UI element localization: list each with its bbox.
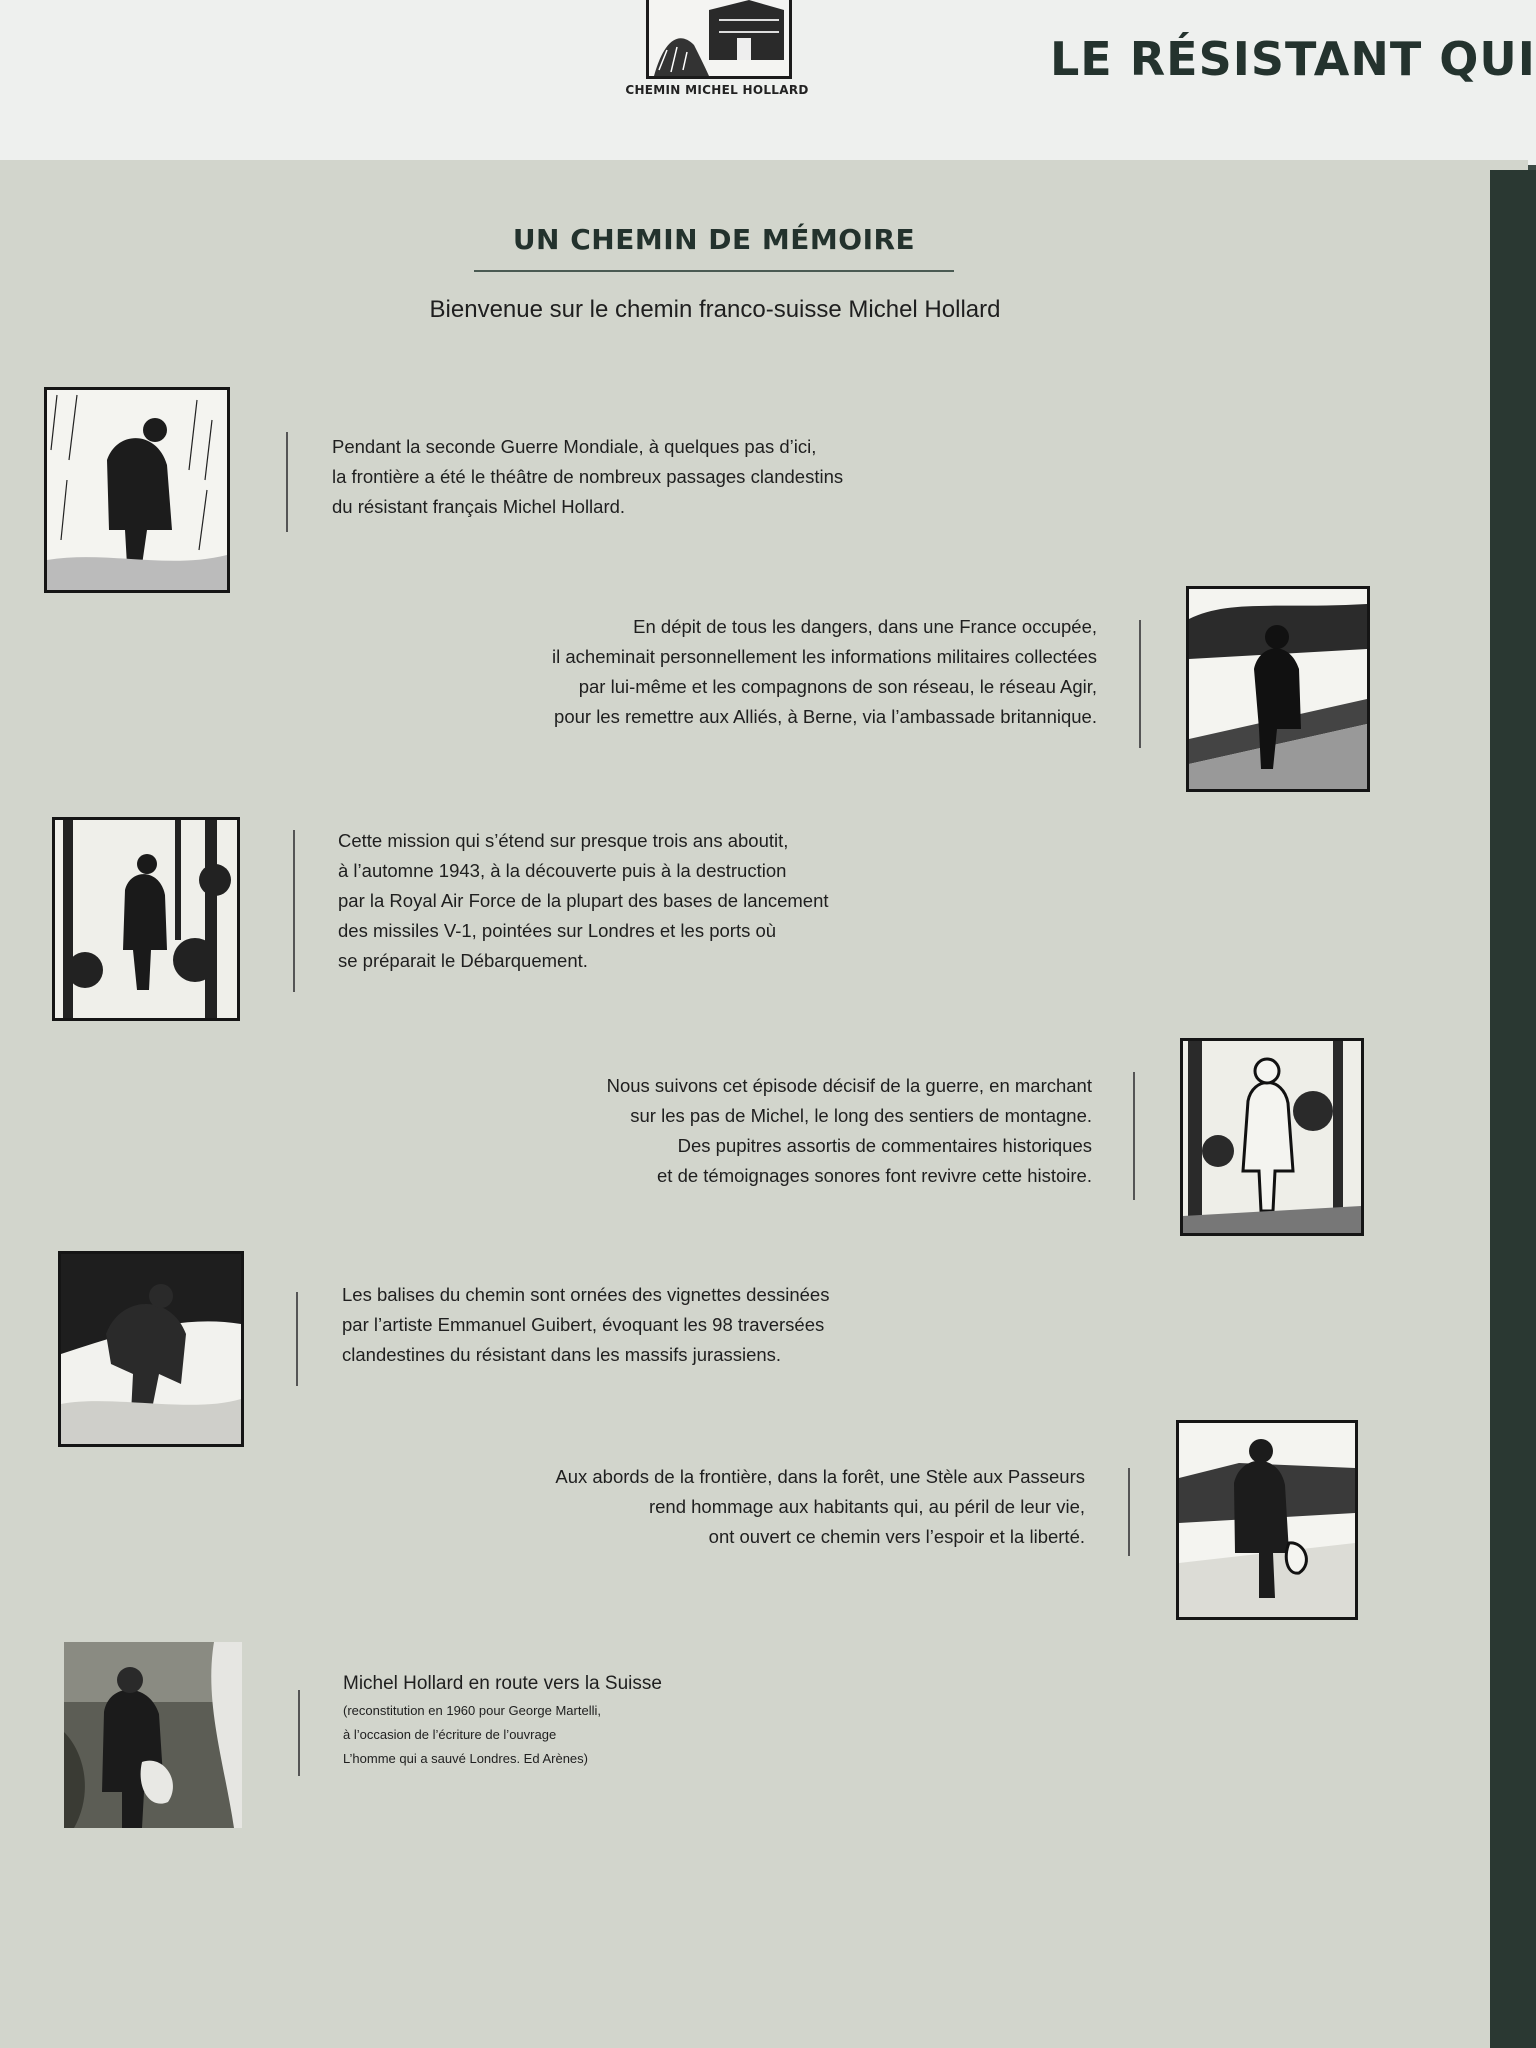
divider-bar — [298, 1690, 300, 1776]
paragraph-line: Nous suivons cet épisode décisif de la guerre, en marchant — [606, 1075, 1092, 1096]
paragraph-line: Cette mission qui s’étend sur presque trois ans aboutit, — [338, 830, 789, 851]
historical-photo — [64, 1642, 242, 1828]
paragraph-line: pour les remettre aux Alliés, à Berne, via l’ambassade britannique. — [554, 706, 1097, 727]
paragraph-line: se préparait le Débarquement. — [338, 950, 588, 971]
paragraph-line: la frontière a été le théâtre de nombreux passages clandestins — [332, 466, 844, 487]
paragraph-line: Pendant la seconde Guerre Mondiale, à quelques pas d’ici, — [332, 436, 817, 457]
paragraph-line: du résistant français Michel Hollard. — [332, 496, 626, 517]
paragraph-3 — [338, 826, 829, 976]
divider-bar — [1128, 1468, 1130, 1556]
vignette-forest — [52, 817, 240, 1021]
paragraph-4 — [440, 1071, 1092, 1191]
caption-title: Michel Hollard en route vers la Suisse — [343, 1673, 662, 1694]
divider-bar — [1139, 620, 1141, 748]
caption-line: L’homme qui a sauvé Londres. Ed Arènes) — [343, 1751, 588, 1766]
paragraph-line: à l’automne 1943, à la découverte puis à la destruction — [338, 860, 787, 881]
paragraph-2 — [400, 612, 1097, 732]
vignette-climber-snow — [58, 1251, 244, 1447]
paragraph-line: et de témoignages sonores font revivre cette histoire. — [657, 1165, 1092, 1186]
paragraph-line: par la Royal Air Force de la plupart des bases de lancement — [338, 890, 829, 911]
panel-title: UN CHEMIN DE MÉMOIRE — [512, 223, 916, 256]
title-underline — [474, 270, 954, 272]
logo-drawing-icon — [649, 0, 789, 76]
caption-line: à l’occasion de l’écriture de l’ouvrage — [343, 1727, 557, 1742]
vignette-walker-rain — [44, 387, 230, 593]
vignette-walker-rails — [1186, 586, 1370, 792]
paragraph-line: par l’artiste Emmanuel Guibert, évoquant les 98 traversées — [342, 1314, 825, 1335]
paragraph-line: sur les pas de Michel, le long des sentiers de montagne. — [630, 1105, 1092, 1126]
paragraph-5 — [342, 1280, 829, 1370]
paragraph-line: ont ouvert ce chemin vers l’espoir et la liberté. — [708, 1526, 1085, 1547]
paragraph-line: par lui-même et les compagnons de son réseau, le réseau Agir, — [578, 676, 1097, 697]
paragraph-line: Aux abords de la frontière, dans la forêt, une Stèle aux Passeurs — [555, 1466, 1085, 1487]
header-title: LE RÉSISTANT QUI — [1050, 32, 1536, 86]
paragraph-line: rend hommage aux habitants qui, au péril de leur vie, — [648, 1496, 1085, 1517]
divider-bar — [296, 1292, 298, 1386]
paragraph-line: il acheminait personnellement les informations militaires collectées — [552, 646, 1097, 667]
paragraph-line: Les balises du chemin sont ornées des vignettes dessinées — [342, 1284, 830, 1305]
photo-caption — [343, 1669, 662, 1771]
divider-bar — [293, 830, 295, 992]
paragraph-line: clandestines du résistant dans les massifs jurassiens. — [342, 1344, 782, 1365]
paragraph-line: Des pupitres assortis de commentaires historiques — [677, 1135, 1092, 1156]
logo-caption: CHEMIN MICHEL HOLLARD — [625, 83, 809, 97]
paragraph-6 — [470, 1462, 1085, 1552]
vignette-walker-valley — [1176, 1420, 1358, 1620]
caption-line: (reconstitution en 1960 pour George Martelli, — [343, 1703, 601, 1718]
vignette-woman-forest — [1180, 1038, 1364, 1236]
divider-bar — [286, 432, 288, 532]
paragraph-line: des missiles V-1, pointées sur Londres et les ports où — [338, 920, 777, 941]
divider-bar — [1133, 1072, 1135, 1200]
panel-frame-edge — [1490, 170, 1536, 2048]
panel-subtitle: Bienvenue sur le chemin franco-suisse Michel Hollard — [429, 296, 1001, 323]
paragraph-line: En dépit de tous les dangers, dans une France occupée, — [633, 616, 1097, 637]
trail-logo — [646, 0, 792, 79]
paragraph-1 — [332, 432, 843, 522]
